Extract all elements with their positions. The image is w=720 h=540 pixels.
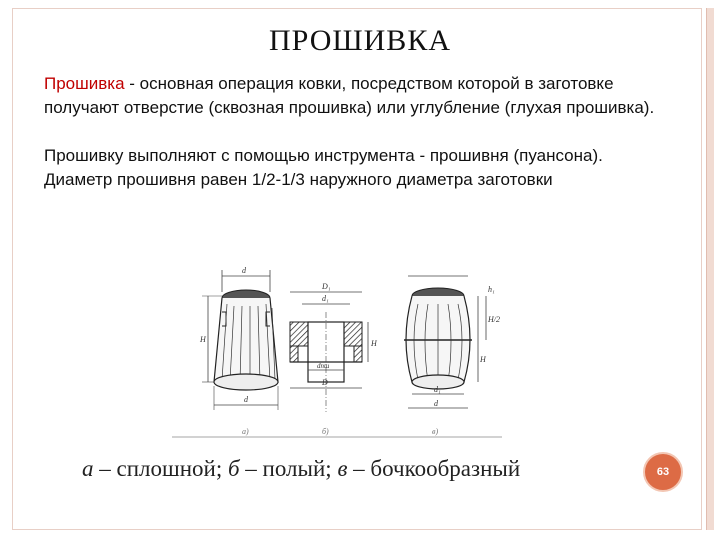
label-h-mid: H xyxy=(371,339,377,348)
caption-letter-v: в xyxy=(337,456,348,481)
label-d-bottom: d xyxy=(244,395,248,404)
caption-text-b: – полый; xyxy=(239,456,338,481)
definition-paragraph xyxy=(44,72,674,120)
page-number-badge: 63 xyxy=(643,452,683,492)
label-h-half: H/2 xyxy=(488,315,500,324)
label-d1-right: d₁ xyxy=(434,385,441,394)
caption-text-a: – сплошной; xyxy=(93,456,228,481)
label-d-top: d xyxy=(242,266,246,275)
solid-punch xyxy=(202,270,278,410)
right-decorative-border xyxy=(706,8,714,530)
label-d1-mid: d₁ xyxy=(322,294,329,303)
definition-term: Прошивка xyxy=(44,74,125,93)
sublabel-a: а) xyxy=(242,427,249,436)
diameter-line: Диаметр прошивня равен 1/2-1/3 наружного диаметра заготовки xyxy=(44,170,553,189)
barrel-punch xyxy=(404,276,486,408)
tool-line: Прошивку выполняют с помощью инструмента - прошивня (пуансона). xyxy=(44,146,603,165)
slide-title: ПРОШИВКА xyxy=(269,24,451,57)
label-h-right: H xyxy=(480,355,486,364)
caption-letter-a: а xyxy=(82,456,94,481)
label-dnw: dпш xyxy=(317,362,330,370)
caption-text-v: – бочкообразный xyxy=(347,456,521,481)
hollow-punch xyxy=(290,292,368,412)
punch-types-figure xyxy=(172,262,502,448)
definition-text: - основная операция ковки, посредством которой в заготовке получают отверстие (сквозная прошивка) или углубление (глухая прошивка). xyxy=(44,74,655,117)
figure-caption xyxy=(82,456,520,482)
caption-letter-b: б xyxy=(227,456,240,481)
body-text xyxy=(44,72,674,192)
label-d-outer: D xyxy=(322,378,328,387)
sublabel-b: б) xyxy=(322,427,329,436)
label-d1-upper: D₁ xyxy=(322,282,331,291)
label-h-left: H xyxy=(200,335,206,344)
label-d-right: d xyxy=(434,399,438,408)
label-h1: h₁ xyxy=(488,285,495,294)
punch-drawings xyxy=(172,262,502,448)
sublabel-v: в) xyxy=(432,427,439,436)
tool-paragraph xyxy=(44,144,674,192)
